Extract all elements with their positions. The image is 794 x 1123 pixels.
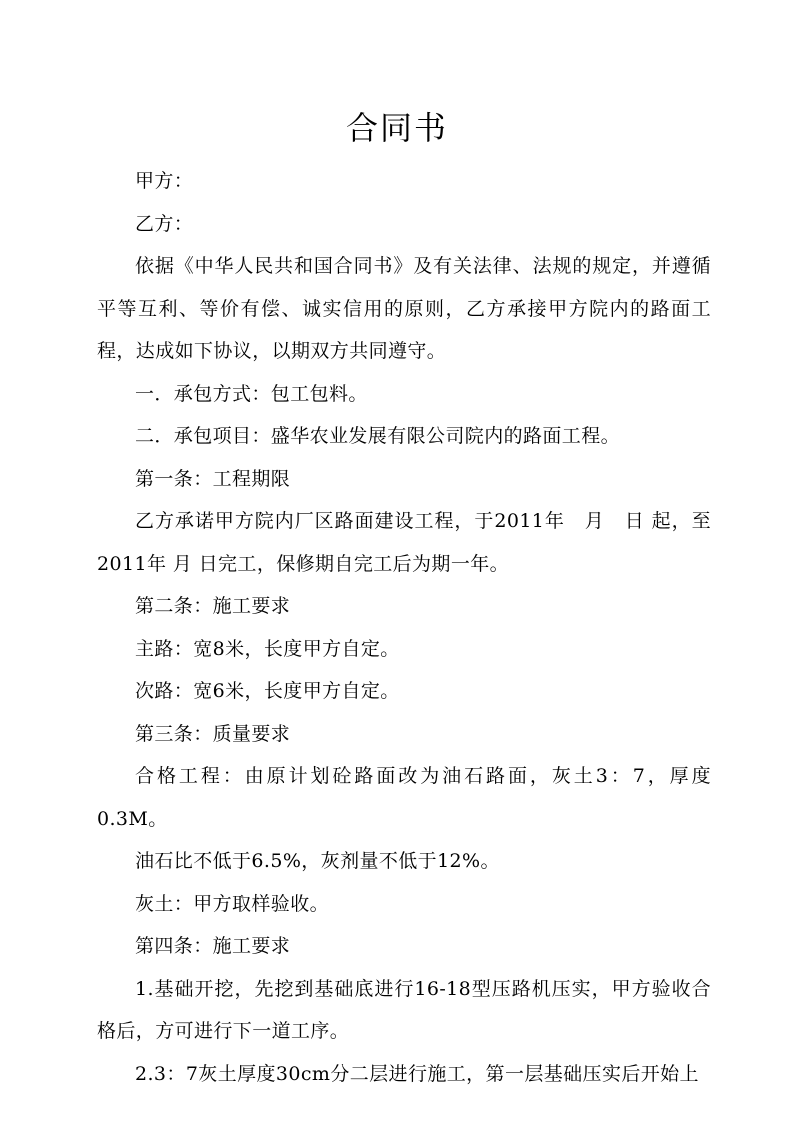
asphalt-ratio-line: 油石比不低于6.5%，灰剂量不低于12%。 [135,850,500,872]
secondary-road-line: 次路：宽6米，长度甲方自定。 [135,680,400,702]
article-3-heading: 第三条：质量要求 [135,722,291,745]
article-2-heading: 第二条：施工要求 [135,595,291,617]
party-a-line: 甲方： [135,170,194,192]
party-b-line: 乙方： [135,212,194,235]
preamble-paragraph: 依据《中华人民共和国合同书》及有关法律、法规的规定，并遵循平等互利、等价有偿、诚实信用的原则，乙方承接甲方院内的路面工程，达成如下协议，以期双方共同遵守。 [97,255,711,362]
article-1-body: 乙方承诺甲方院内厂区路面建设工程，于2011年 月 日 起，至2011年 月 日完工，保修期自完工后为期一年。 [97,510,711,575]
contract-project-line: 二．承包项目：盛华农业发展有限公司院内的路面工程。 [135,425,621,447]
article-4-heading: 第四条：施工要求 [135,935,291,957]
document-title: 合同书 [345,109,448,147]
step-2-paragraph: 2.3：7灰土厚度30cm分二层进行施工，第一层基础压实后开始上 [135,1062,699,1085]
contract-method-line: 一．承包方式：包工包料。 [135,382,368,405]
document-body [97,160,711,1095]
article-1-heading: 第一条：工程期限 [135,467,291,490]
main-road-line: 主路：宽8米，长度甲方自定。 [135,637,400,660]
step-1-paragraph: 1.基础开挖，先挖到基础底进行16-18型压路机压实，甲方验收合格后，方可进行下一道工序。 [97,977,711,1042]
lime-soil-line: 灰土：甲方取样验收。 [135,892,330,915]
qualified-work-line: 合格工程：由原计划砼路面改为油石路面，灰土3：7，厚度0.3M。 [97,765,711,830]
